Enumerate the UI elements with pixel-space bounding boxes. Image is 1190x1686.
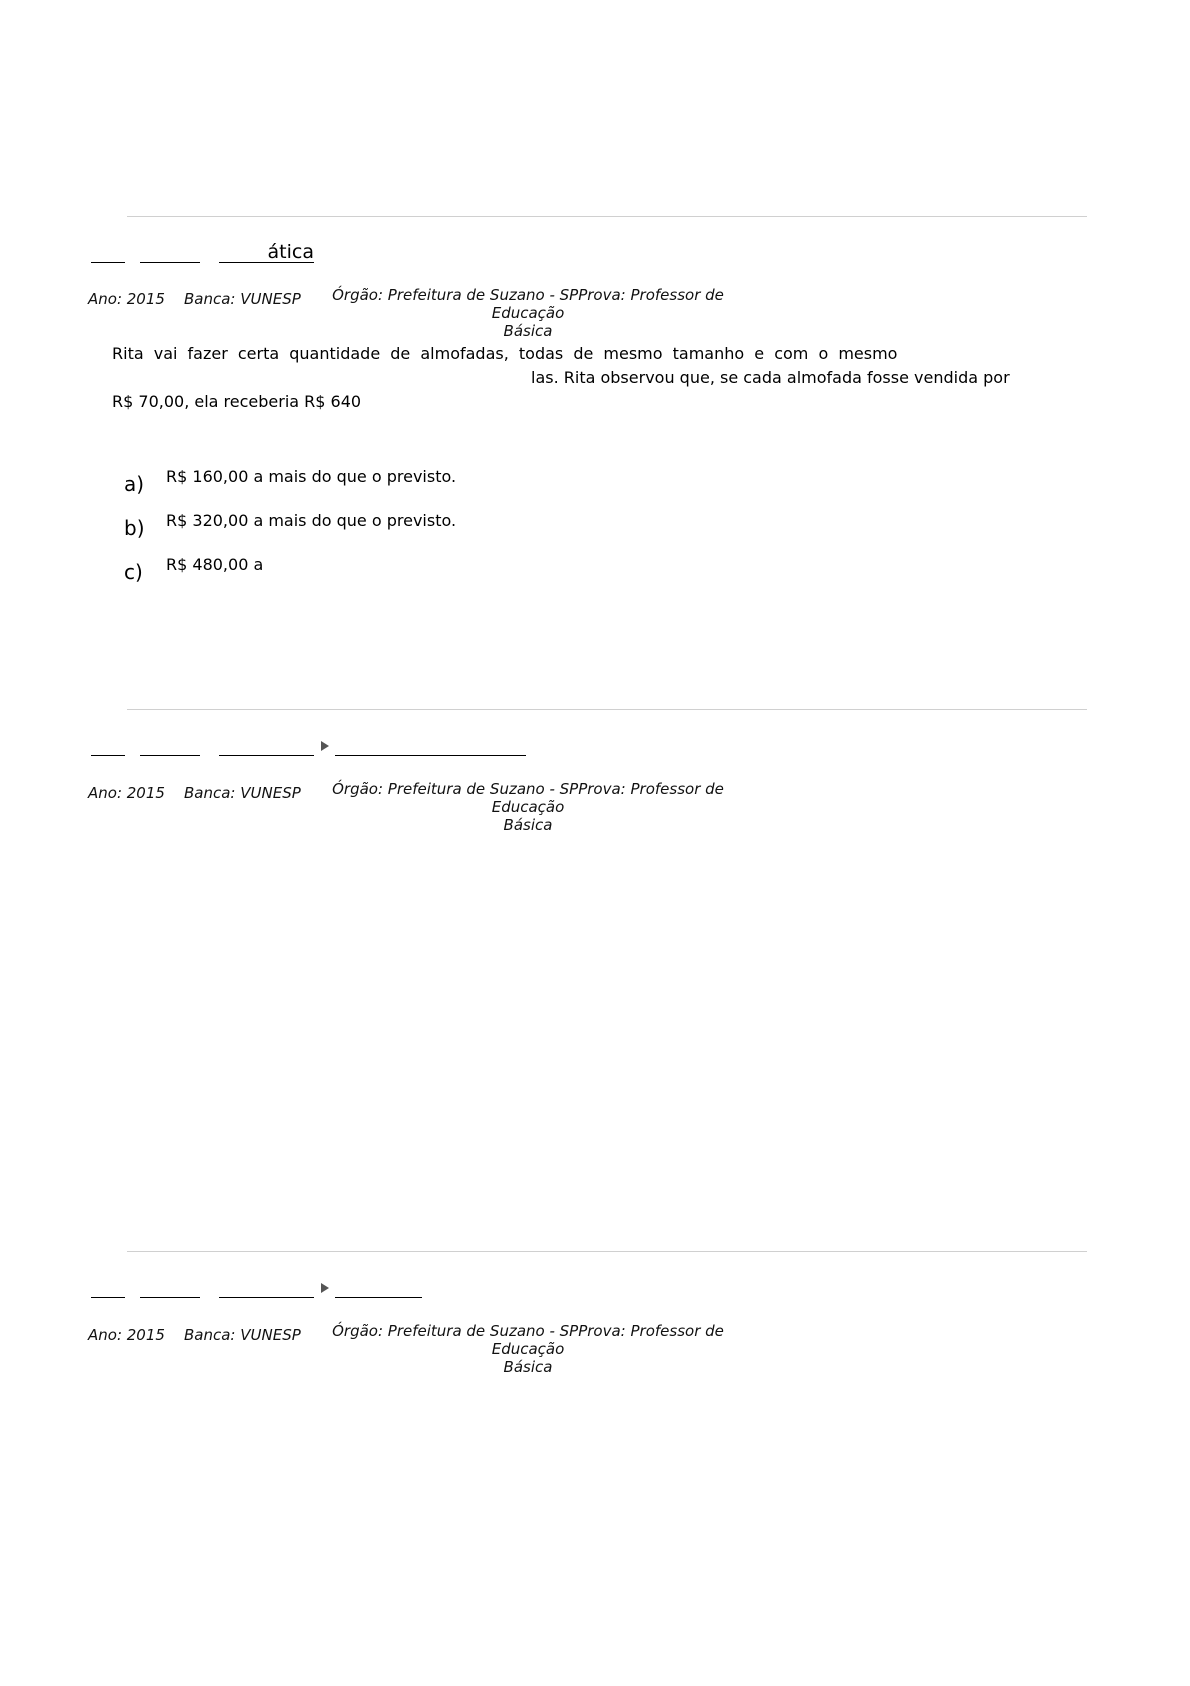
question-statement-line-2: las. Rita observou que, se cada almofada fosse vendida por	[531, 368, 1010, 387]
year-label: Ano: 2015	[88, 1326, 165, 1344]
breadcrumb-link-2[interactable]	[140, 242, 200, 263]
option-c-text[interactable]: R$ 480,00 a	[166, 555, 264, 574]
breadcrumb-link-4[interactable]	[335, 735, 526, 756]
breadcrumb-link-subject[interactable]: ática	[219, 242, 314, 263]
orgao-label	[313, 286, 743, 340]
question-divider	[127, 709, 1087, 710]
orgao-line-2: Básica	[503, 322, 553, 340]
question-statement-line-1: Rita vai fazer certa quantidade de almofadas, todas de mesmo tamanho e com o mesmo	[112, 344, 898, 363]
breadcrumb-link-4[interactable]	[335, 1277, 422, 1298]
breadcrumb-arrow-icon	[321, 1283, 329, 1293]
orgao-line-2: Básica	[503, 816, 553, 834]
breadcrumb-link-1[interactable]	[91, 1277, 125, 1298]
year-label: Ano: 2015	[88, 290, 165, 308]
option-a-text[interactable]: R$ 160,00 a mais do que o previsto.	[166, 467, 457, 486]
breadcrumb-arrow-icon	[321, 741, 329, 751]
orgao-label	[313, 1322, 743, 1376]
question-divider	[127, 216, 1087, 217]
option-b-text[interactable]: R$ 320,00 a mais do que o previsto.	[166, 511, 457, 530]
banca-label: Banca: VUNESP	[184, 1326, 301, 1344]
breadcrumb-link-3[interactable]	[219, 1277, 314, 1298]
question-divider	[127, 1251, 1087, 1252]
banca-label: Banca: VUNESP	[184, 290, 301, 308]
breadcrumb-link-2[interactable]	[140, 1277, 200, 1298]
breadcrumb-link-1[interactable]	[91, 242, 125, 263]
breadcrumb-link-1[interactable]	[91, 735, 125, 756]
breadcrumb-link-2[interactable]	[140, 735, 200, 756]
breadcrumb-link-3[interactable]	[219, 735, 314, 756]
banca-label: Banca: VUNESP	[184, 784, 301, 802]
option-b-letter[interactable]: b)	[124, 516, 145, 540]
orgao-label	[313, 780, 743, 834]
orgao-line-1: Órgão: Prefeitura de Suzano - SPProva: Professor de Educação	[332, 286, 724, 322]
question-statement-line-3: R$ 70,00, ela receberia R$ 640	[112, 392, 362, 411]
orgao-line-1: Órgão: Prefeitura de Suzano - SPProva: Professor de Educação	[332, 1322, 724, 1358]
orgao-line-1: Órgão: Prefeitura de Suzano - SPProva: Professor de Educação	[332, 780, 724, 816]
option-a-letter[interactable]: a)	[124, 472, 145, 496]
option-c-letter[interactable]: c)	[124, 560, 143, 584]
orgao-line-2: Básica	[503, 1358, 553, 1376]
year-label: Ano: 2015	[88, 784, 165, 802]
